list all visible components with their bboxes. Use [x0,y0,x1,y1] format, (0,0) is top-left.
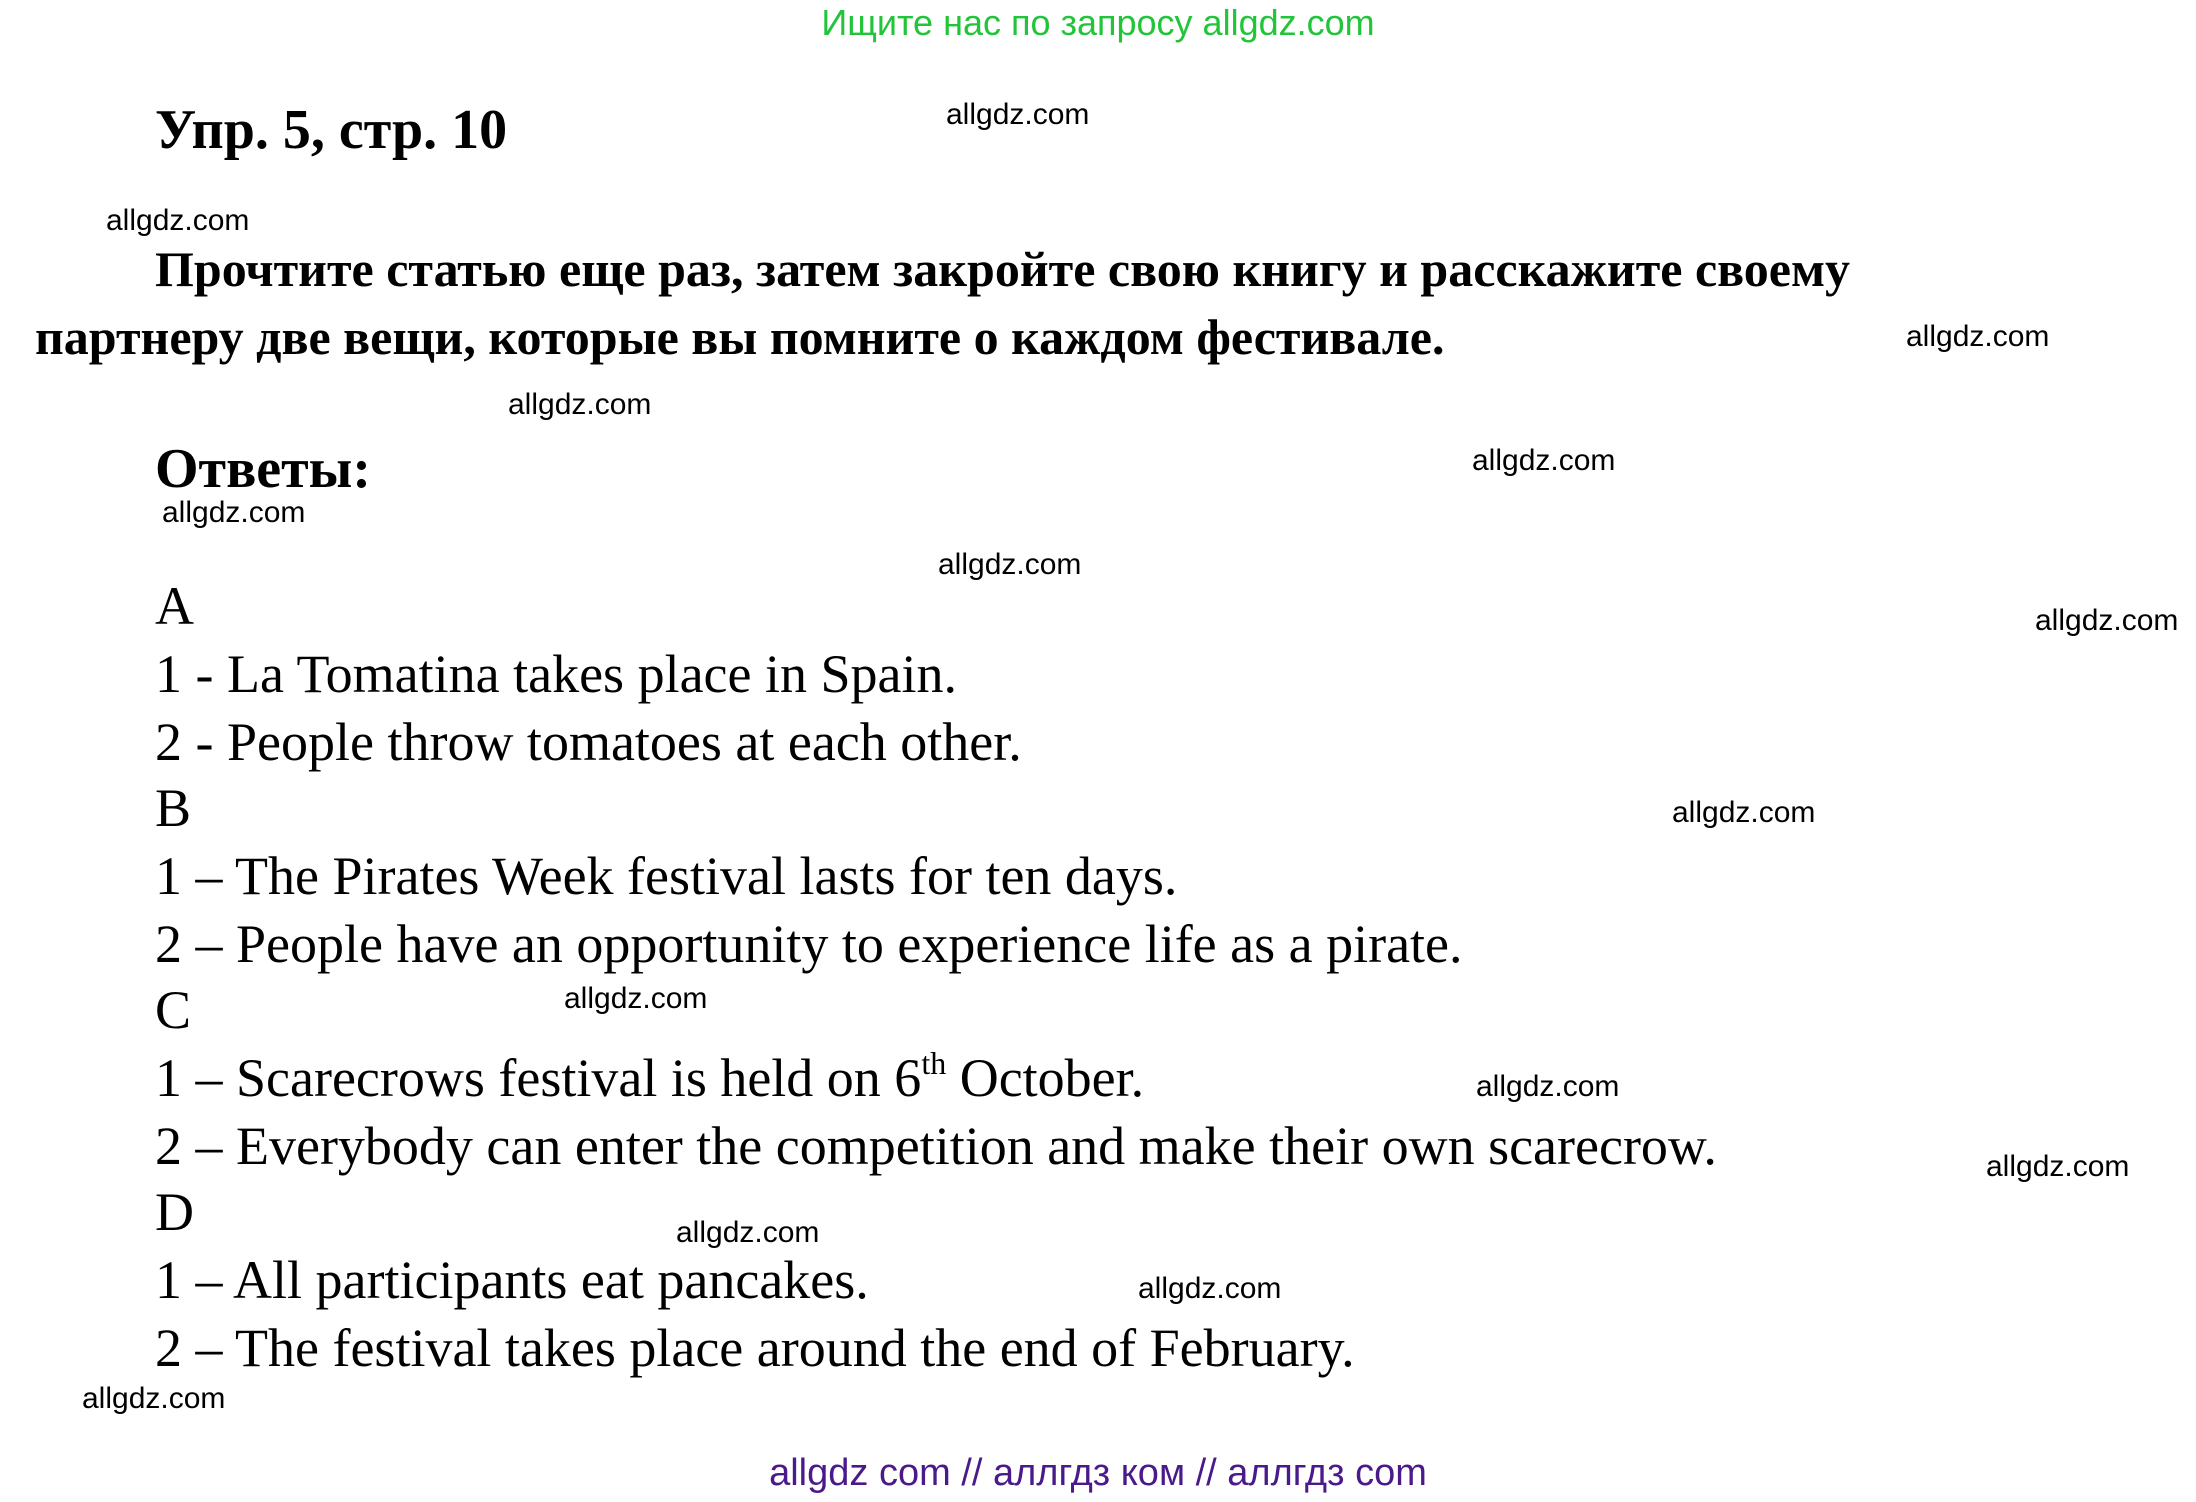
answer-b-2: 2 – People have an opportunity to experience life as a pirate. [155,914,1463,974]
answer-c-2: 2 – Everybody can enter the competition and make their own scarecrow. [155,1116,1717,1176]
watermark: allgdz.com [1906,320,2050,353]
watermark: allgdz.com [82,1382,226,1415]
watermark: allgdz.com [676,1216,820,1249]
answer-a-2: 2 - People throw tomatoes at each other. [155,712,1022,772]
answer-d-2: 2 – The festival takes place around the end of February. [155,1318,1355,1378]
answer-b-1: 1 – The Pirates Week festival lasts for ten days. [155,846,1178,906]
top-banner: Ищите нас по запросу allgdz.com [821,2,1375,43]
answer-d-1: 1 – All participants eat pancakes. [155,1250,869,1310]
watermark: allgdz.com [2035,604,2179,637]
watermark: allgdz.com [946,98,1090,131]
section-letter-c: C [155,980,192,1040]
task-text-line-2: партнеру две вещи, которые вы помните о каждом фестивале. [35,309,1445,365]
answer-c-1-text: 1 – Scarecrows festival is held on 6 [155,1048,922,1108]
answers-heading: Ответы: [155,438,372,500]
exercise-title: Упр. 5, стр. 10 [155,99,508,161]
watermark: allgdz.com [1672,796,1816,829]
watermark: allgdz.com [564,982,708,1015]
section-letter-a: A [155,576,194,636]
watermark: allgdz.com [508,388,652,421]
bottom-banner: allgdz com // аллгдз ком // аллгдз com [769,1452,1427,1494]
watermark: allgdz.com [1986,1150,2130,1183]
watermark: allgdz.com [1476,1070,1620,1103]
task-text-line-1: Прочтите статью еще раз, затем закройте свою книгу и расскажите своему [155,241,1851,297]
answer-c-1 [155,1047,1144,1109]
section-letter-d: D [155,1182,194,1242]
answer-c-1-text-end: October. [946,1048,1145,1108]
ordinal-suffix: th [921,1045,947,1081]
answer-a-1: 1 - La Tomatina takes place in Spain. [155,644,957,704]
section-letter-b: B [155,778,192,838]
watermark: allgdz.com [106,204,250,237]
watermark: allgdz.com [938,548,1082,581]
watermark: allgdz.com [1472,444,1616,477]
watermark: allgdz.com [162,496,306,529]
watermark: allgdz.com [1138,1272,1282,1305]
